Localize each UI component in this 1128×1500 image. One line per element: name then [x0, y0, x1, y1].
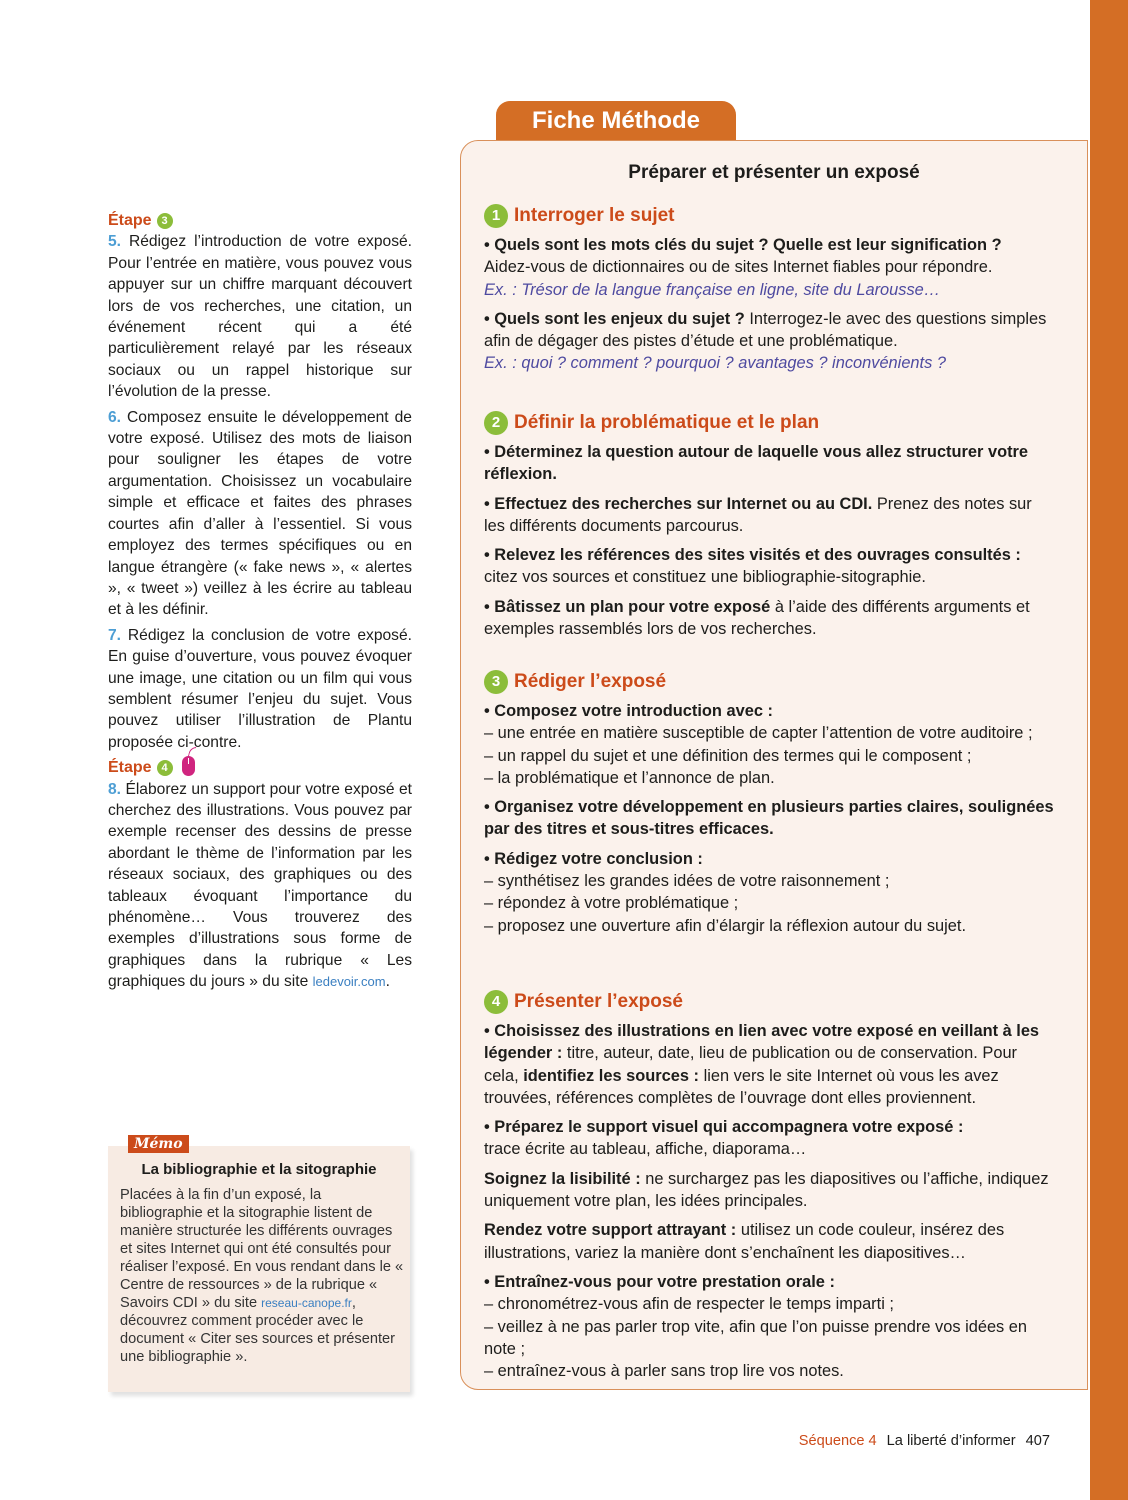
- fiche-title: Préparer et présenter un exposé: [628, 162, 920, 183]
- section-2: 2 Définir la problématique et le plan • Déterminez la question autour de laquelle vous allez structurer votre réflexion. • Effectuez des recherches sur Internet ou au CDI. Prenez des notes sur les différents documents parcourus. • Relevez les références des sites visités et des ouvrages consultés : citez vos sources et constituez une bibliographie-sitographie. • Bâtissez un plan pour votre exposé à l’aide des différents arguments et exemples rassemblés lors de vos recherches.: [484, 411, 1056, 647]
- step-8: 8. Élaborez un support pour votre exposé et cherchez des illustrations. Vous pouvez par exemple recenser des dessins de presse abordant le thème de l’information par les réseaux sociaux, des graphiques ou des tableaux évoquant l’importance du phénomène… Vous trouverez des exemples d’illustrations sous forme de graphiques dans la rubrique « Les graphiques du jours » du site ledevoir.com.: [108, 780, 412, 991]
- section-3-badge: 3: [484, 670, 508, 694]
- etape-4-badge: 4: [157, 760, 173, 776]
- section-1: 1 Interroger le sujet • Quels sont les mots clés du sujet ? Quelle est leur signification ? Aidez-vous de dictionnaires ou de sites Internet fiables pour répondre. Ex. : Trésor de la langue française en ligne, site du Larousse… • Quels sont les enjeux du sujet ? Interrogez-le avec des questions simples afin de dégager des pistes d’étude et une problématique. Ex. : quoi ? comment ? pourquoi ? avantages ? inconvénients ?: [484, 204, 1056, 382]
- page-footer: [799, 1433, 1050, 1449]
- step-6: 6. Composez ensuite le développement de votre exposé. Utilisez des mots de liaison pour souligner les étapes de votre argumentation. Choisissez un vocabulaire simple et efficace et faites des phrases courtes afin d’aller à l’essentiel. Si vous employez des termes spécifiques ou en langue étrangère (« fake news », « alertes », « tweet ») veillez à les écrire au tableau et à les définir.: [108, 408, 412, 619]
- etape-3-heading: Étape 3: [108, 210, 412, 231]
- fiche-methode-tab: Fiche Méthode: [496, 101, 736, 141]
- section-4: 4 Présenter l’exposé • Choisissez des illustrations en lien avec votre exposé en veillant à les légender : titre, auteur, date, lieu de publication ou de conservation. Pour cela, identifiez les sources : lien vers le site Internet où vous les avez trouvées, références complètes de l’ouvrage dont elles proviennent. • Préparez le support visuel qui accompagnera votre exposé : trace écrite au tableau, affiche, diaporama… Soignez la lisibilité : ne surchargez pas les diapositives ou l’affiche, indiquez uniquement votre plan, les idées principales. Rendez votre support attrayant : utilisez un code couleur, insérez des illustrations, variez la manière dont s’enchaînent les diapositives… • Entraînez-vous pour votre prestation orale : – chronométrez-vous afin de respecter le temps imparti ; – veillez à ne pas parler trop vite, afin que l’on puisse prendre vos idées en note ; – entraînez-vous à parler sans trop lire vos notes.: [484, 990, 1056, 1389]
- section-4-heading: 4 Présenter l’exposé: [484, 990, 1056, 1014]
- section-1-heading: 1 Interroger le sujet: [484, 204, 1056, 228]
- step-7: 7. Rédigez la conclusion de votre exposé. En guise d’ouverture, vous pouvez évoquer une image, une citation ou un film qui vous semblent résumer l’enjeu du sujet. Vous pouvez utiliser l’illustration de Plantu proposée ci-contre.: [108, 626, 412, 751]
- section-2-heading: 2 Définir la problématique et le plan: [484, 411, 1056, 435]
- memo-title: La bibliographie et la sitographie: [141, 1161, 377, 1178]
- memo-text: Placées à la fin d’un exposé, la bibliographie et la sitographie listent de manière structurée les différents ouvrages et sites Internet qui ont été consultés pour réaliser l’exposé. En vous rendant dans le « Centre de ressources » de la rubrique « Savoirs CDI » du site reseau-canope.fr, découvrez comment procéder avec le document « Citer ses sources et présenter une bibliographie ».: [120, 1187, 404, 1365]
- footer-sequence: Séquence 4: [798, 1433, 877, 1449]
- step-5: 5. Rédigez l’introduction de votre exposé. Pour l’entrée en matière, vous pouvez vous appuyer sur un chiffre marquant découvert lors de vos recherches, une citation, un événement récent qui a été particulièrement relayé par les réseaux sociaux ou un rappel historique sur l’évolution de la presse.: [108, 233, 412, 401]
- etape-3-badge: 3: [157, 213, 173, 229]
- section-3-heading: 3 Rédiger l’exposé: [484, 670, 1056, 694]
- left-column: [108, 208, 412, 997]
- computer-mouse-icon: [182, 756, 195, 776]
- ledevoir-link[interactable]: ledevoir.com: [312, 974, 386, 990]
- page-edge-band: [1090, 0, 1128, 1500]
- memo-box: [108, 1136, 410, 1392]
- section-2-badge: 2: [484, 411, 508, 435]
- section-1-badge: 1: [484, 204, 508, 228]
- memo-tag: Mémo: [128, 1135, 189, 1153]
- section-4-badge: 4: [484, 990, 508, 1014]
- reseau-canope-link[interactable]: reseau-canope.fr: [261, 1296, 352, 1310]
- section-3: 3 Rédiger l’exposé • Composez votre introduction avec : – une entrée en matière susceptible de capter l’attention de votre auditoire ; – un rappel du sujet et une définition des termes qui le composent ; – la problématique et l’annonce de plan. • Organisez votre développement en plusieurs parties claires, soulignées par des titres et sous-titres efficaces. • Rédigez votre conclusion : – synthétisez les grandes idées de votre raisonnement ; – répondez à votre problématique ; – proposez une ouverture afin d’élargir la réflexion autour du sujet.: [484, 670, 1056, 944]
- etape-4-heading: Étape 4: [108, 757, 412, 778]
- footer-title: La liberté d’informer: [886, 1433, 1016, 1449]
- fiche-methode-box: [460, 140, 1088, 1390]
- page-number: 407: [1025, 1433, 1050, 1449]
